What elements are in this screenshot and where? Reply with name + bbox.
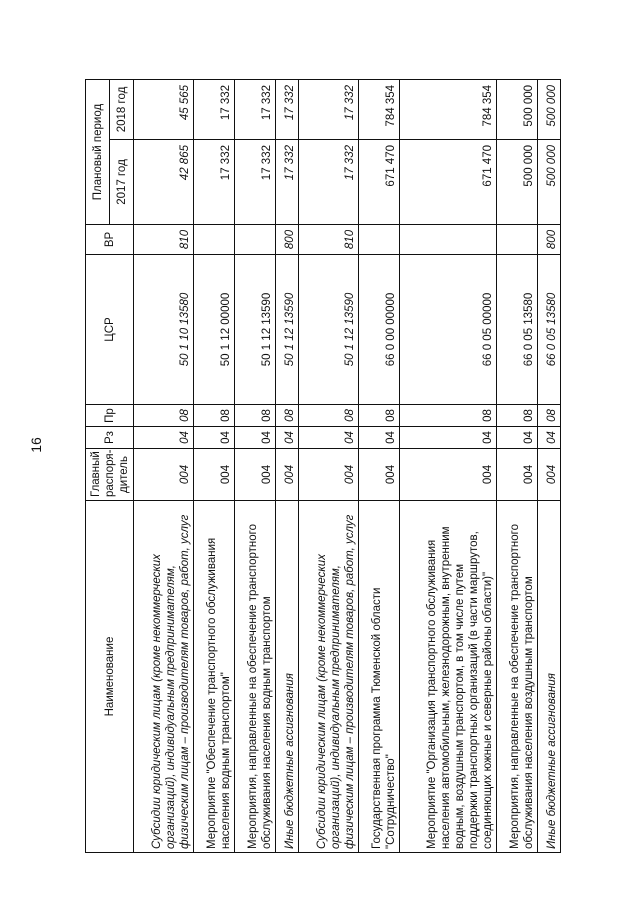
row-rz: 04 xyxy=(298,427,358,449)
table-row xyxy=(235,79,276,852)
table-row xyxy=(193,79,234,852)
header-grbs: Главный распоря-дитель xyxy=(86,449,134,501)
row-grbs: 004 xyxy=(400,449,497,501)
row-csr: 66 0 05 13580 xyxy=(538,255,561,405)
header-name: Наименование xyxy=(86,501,134,853)
row-csr: 50 1 10 13580 xyxy=(134,255,194,405)
row-rz: 04 xyxy=(193,427,234,449)
row-grbs: 004 xyxy=(134,449,194,501)
header-year-2018: 2018 год xyxy=(110,79,134,139)
table-row xyxy=(358,79,399,852)
table-row xyxy=(400,79,497,852)
row-pr: 08 xyxy=(298,405,358,427)
row-2018: 500 000 xyxy=(497,79,538,139)
row-name: Мероприятия, направленные на обеспечение транспортного обслуживания населения воздушным транспортом xyxy=(497,501,538,853)
table-row xyxy=(538,79,561,852)
row-2018: 45 565 xyxy=(134,79,194,139)
row-2017: 500 000 xyxy=(538,140,561,225)
row-name: Иные бюджетные ассигнования xyxy=(538,501,561,853)
row-rz: 04 xyxy=(134,427,194,449)
row-name: Государственная программа Тюменской области "Сотрудничество" xyxy=(358,501,399,853)
budget-table xyxy=(85,79,561,853)
row-2017: 500 000 xyxy=(497,140,538,225)
row-pr: 08 xyxy=(276,405,299,427)
row-name: Мероприятие "Обеспечение транспортного обслуживания населения водным транспортом" xyxy=(193,501,234,853)
row-2018: 17 332 xyxy=(235,79,276,139)
row-grbs: 004 xyxy=(276,449,299,501)
table-row xyxy=(298,79,358,852)
row-pr: 08 xyxy=(193,405,234,427)
row-grbs: 004 xyxy=(497,449,538,501)
row-pr: 08 xyxy=(497,405,538,427)
row-csr: 50 1 12 13590 xyxy=(298,255,358,405)
row-pr: 08 xyxy=(538,405,561,427)
row-vr xyxy=(193,225,234,255)
row-rz: 04 xyxy=(358,427,399,449)
row-vr: 800 xyxy=(538,225,561,255)
row-rz: 04 xyxy=(497,427,538,449)
page-number: 16 xyxy=(28,437,44,453)
header-vr: ВР xyxy=(86,225,134,255)
row-2018: 784 354 xyxy=(400,79,497,139)
header-planned-period: Плановый период xyxy=(86,79,110,224)
row-name: Иные бюджетные ассигнования xyxy=(276,501,299,853)
table-row xyxy=(134,79,194,852)
row-name: Субсидии юридическим лицам (кроме некоммерческих организаций), индивидуальным предпринимателям, физическим лицам – производителям товаров, работ, услуг xyxy=(298,501,358,853)
row-grbs: 004 xyxy=(358,449,399,501)
row-csr: 66 0 05 00000 xyxy=(400,255,497,405)
header-year-2017: 2017 год xyxy=(110,140,134,225)
row-2017: 671 470 xyxy=(358,140,399,225)
table-row xyxy=(497,79,538,852)
row-2017: 17 332 xyxy=(276,140,299,225)
row-2017: 17 332 xyxy=(235,140,276,225)
table-row xyxy=(276,79,299,852)
row-vr: 800 xyxy=(276,225,299,255)
row-vr xyxy=(358,225,399,255)
row-grbs: 004 xyxy=(298,449,358,501)
header-csr: ЦСР xyxy=(86,255,134,405)
row-rz: 04 xyxy=(235,427,276,449)
row-vr: 810 xyxy=(298,225,358,255)
row-2017: 671 470 xyxy=(400,140,497,225)
header-rz: Рз xyxy=(86,427,134,449)
row-grbs: 004 xyxy=(193,449,234,501)
row-2018: 500 000 xyxy=(538,79,561,139)
row-grbs: 004 xyxy=(538,449,561,501)
row-2017: 17 332 xyxy=(193,140,234,225)
row-2017: 17 332 xyxy=(298,140,358,225)
row-2017: 42 865 xyxy=(134,140,194,225)
row-2018: 784 354 xyxy=(358,79,399,139)
row-2018: 17 332 xyxy=(193,79,234,139)
header-pr: Пр xyxy=(86,405,134,427)
row-grbs: 004 xyxy=(235,449,276,501)
row-csr: 50 1 12 13590 xyxy=(235,255,276,405)
row-name: Мероприятие "Организация транспортного обслуживания населения автомобильным, железнодорожным, внутренним водным, воздушным транспортом, в том числе путем поддержки транспортных организаций (в части маршрутов, соединяющих южные и северные районы области)" xyxy=(400,501,497,853)
row-2018: 17 332 xyxy=(298,79,358,139)
row-vr xyxy=(235,225,276,255)
row-vr xyxy=(497,225,538,255)
row-rz: 04 xyxy=(538,427,561,449)
row-csr: 66 0 05 13580 xyxy=(497,255,538,405)
row-name: Субсидии юридическим лицам (кроме некоммерческих организаций), индивидуальным предпринимателям, физическим лицам – производителям товаров, работ, услуг xyxy=(134,501,194,853)
budget-table-rotated xyxy=(85,80,561,853)
row-vr xyxy=(400,225,497,255)
row-csr: 66 0 00 00000 xyxy=(358,255,399,405)
row-pr: 08 xyxy=(358,405,399,427)
row-pr: 08 xyxy=(134,405,194,427)
row-2018: 17 332 xyxy=(276,79,299,139)
row-name: Мероприятия, направленные на обеспечение транспортного обслуживания населения водным транспортом xyxy=(235,501,276,853)
row-pr: 08 xyxy=(235,405,276,427)
row-csr: 50 1 12 00000 xyxy=(193,255,234,405)
row-rz: 04 xyxy=(276,427,299,449)
row-pr: 08 xyxy=(400,405,497,427)
row-vr: 810 xyxy=(134,225,194,255)
row-csr: 50 1 12 13590 xyxy=(276,255,299,405)
row-rz: 04 xyxy=(400,427,497,449)
